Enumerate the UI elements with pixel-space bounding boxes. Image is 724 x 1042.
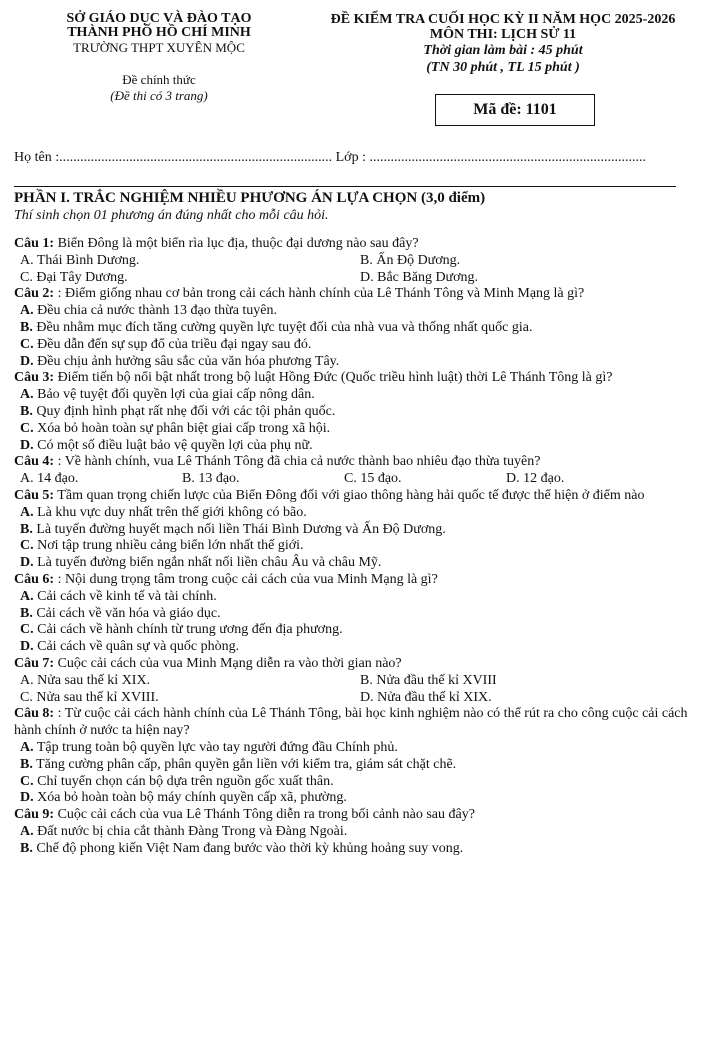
option-text: Đều dẫn đến sự sụp đổ của triều đại ngay sau đó. [33,336,312,352]
option-text: Cải cách về quân sự và quốc phòng. [33,639,240,655]
option-text: Đại Tây Dương. [32,269,128,285]
option-letter: C. [20,622,34,638]
option-text: Ấn Độ Dương. [372,252,461,268]
option-letter: B. [20,756,33,772]
option-letter: A. [20,387,34,403]
exam-time: Thời gian làm bài : 45 phút [423,43,583,58]
option-letter: B. [360,672,373,688]
options-row [14,471,714,488]
options-row [14,253,714,270]
option-a[interactable] [14,387,714,404]
option-text: Tập trung toàn bộ quyền lực vào tay người đứng đầu Chính phủ. [33,739,398,755]
options-row [14,673,714,690]
option-letter: D. [20,555,34,571]
option-text: Là khu vực duy nhất trên thế giới không có bão. [33,504,307,520]
option-letter: A. [20,303,34,319]
option-a[interactable] [20,673,360,690]
page-count-note: (Đề thi có 3 trang) [110,88,208,103]
question-7 [14,656,714,673]
option-text: Bảo vệ tuyệt đối quyền lợi của giai cấp nông dân. [33,387,315,403]
section-divider [14,186,676,187]
question-number: Câu 2: [14,286,55,302]
option-text: Nửa đầu thế kỉ XIX. [373,689,492,705]
option-text: Chế độ phong kiến Việt Nam đang bước vào thời kỳ khủng hoảng suy vong. [32,840,464,856]
option-c[interactable] [14,421,714,438]
name-field[interactable]: .............................................................................. [59,150,333,165]
option-b[interactable] [14,841,714,858]
question-number: Câu 9: [14,807,55,823]
option-text: Chỉ tuyển chọn cán bộ dựa trên nguồn gốc xuất thân. [33,773,334,789]
option-letter: A. [20,252,34,268]
department-line-2: THÀNH PHỐ HỒ CHÍ MINH [67,25,251,40]
option-c[interactable] [14,622,714,639]
section-header [14,190,714,224]
question-9 [14,807,714,824]
option-text: 12 đạo. [519,471,565,487]
question-5 [14,488,714,505]
option-text: Là tuyến đường biển ngắn nhất nối liền châu Âu và châu Mỹ. [33,555,382,571]
option-text: Là tuyến đường huyết mạch nối liền Thái Bình Dương và Ấn Độ Dương. [32,521,446,537]
option-c[interactable] [14,337,714,354]
option-a[interactable] [14,824,714,841]
option-letter: C. [20,689,33,705]
option-d[interactable] [506,471,668,488]
class-field[interactable]: ............................................................................... [369,150,646,165]
question-text: : Điểm giống nhau cơ bản trong cải cách hành chính của Lê Thánh Tông và Minh Mạng là gì? [54,286,585,302]
exam-time-split: (TN 30 phút , TL 15 phút ) [426,60,580,75]
option-letter: D. [20,639,34,655]
option-letter: A. [20,471,34,487]
question-6 [14,572,714,589]
options-row [14,690,714,707]
exam-title: ĐỀ KIỂM TRA CUỐI HỌC KỲ II NĂM HỌC 2025-2026 [330,12,676,27]
question-text: : Từ cuộc cải cách hành chính của Lê Thánh Tông, bài học kinh nghiệm nào có thể rút ra cho công cuộc cải cách hành chính ở nước ta hiện nay? [14,706,688,739]
question-list [14,236,714,857]
option-text: Có một số điều luật bảo vệ quyền lợi của phụ nữ. [33,437,313,453]
question-number: Câu 4: [14,454,55,470]
option-letter: C. [20,773,34,789]
option-letter: B. [360,252,373,268]
option-b[interactable] [14,606,714,623]
option-text: Thái Bình Dương. [33,252,140,268]
option-letter: B. [20,403,33,419]
question-number: Câu 5: [14,487,55,503]
option-text: 14 đạo. [33,471,79,487]
class-label: Lớp : [335,150,366,165]
option-text: Bắc Băng Dương. [373,269,479,285]
option-a[interactable] [14,303,714,320]
option-letter: D. [20,437,34,453]
option-text: Cải cách về văn hóa và giáo dục. [32,605,221,621]
option-a[interactable] [14,589,714,606]
option-a[interactable] [14,505,714,522]
name-label: Họ tên : [14,150,60,165]
option-d[interactable] [14,555,714,572]
header-right [298,12,708,76]
department-line-1: SỞ GIÁO DỤC VÀ ĐÀO TẠO [66,11,252,26]
option-a[interactable] [14,740,714,757]
question-number: Câu 1: [14,236,55,251]
option-text: Đều chia cả nước thành 13 đạo thừa tuyên. [33,303,278,319]
option-c[interactable] [14,538,714,555]
option-text: Xóa bỏ hoàn toàn bộ máy chính quyền cấp xã, phường. [33,790,347,806]
option-text: Tăng cường phân cấp, phân quyền gắn liền với kiểm tra, giám sát chặt chẽ. [32,756,457,772]
question-text: Cuộc cải cách của vua Lê Thánh Tông diễn ra trong bối cảnh nào sau đây? [54,807,475,823]
option-a[interactable] [20,253,360,270]
option-b[interactable] [14,522,714,539]
option-letter: A. [20,672,34,688]
option-text: Cải cách về kinh tế và tài chính. [33,588,217,604]
option-text: Xóa bỏ hoàn toàn sự phân biệt giai cấp trong xã hội. [33,420,331,436]
question-text: : Nội dung trọng tâm trong cuộc cải cách của vua Minh Mạng là gì? [54,571,438,587]
option-letter: A. [20,739,34,755]
question-number: Câu 7: [14,655,55,671]
header-left [26,12,292,103]
question-1 [14,236,714,253]
option-letter: B. [20,521,33,537]
option-b[interactable] [14,320,714,337]
exam-code-box: Mã đề: 1101 [435,94,595,126]
option-b[interactable] [14,757,714,774]
option-text: Đều nhằm mục đích tăng cường quyền lực tuyệt đối của nhà vua và thống nhất quốc gia. [32,319,533,335]
option-text: Cải cách về hành chính từ trung ương đến địa phương. [33,622,343,638]
option-text: Nơi tập trung nhiều cảng biển lớn nhất thế giới. [33,538,304,554]
question-4 [14,454,714,471]
option-b[interactable] [182,471,344,488]
option-letter: D. [506,471,520,487]
option-letter: D. [360,689,374,705]
option-a[interactable] [20,471,182,488]
school-name: TRƯỜNG THPT XUYÊN MỘC [73,40,245,55]
section-instruction: Thí sinh chọn 01 phương án đúng nhất cho mỗi câu hỏi. [14,208,329,223]
option-letter: C. [20,538,34,554]
option-text: Đều chịu ảnh hưởng sâu sắc của văn hóa phương Tây. [33,353,340,369]
question-text: Cuộc cải cách của vua Minh Mạng diễn ra vào thời gian nào? [54,655,402,671]
option-letter: B. [182,471,195,487]
question-2 [14,286,714,303]
option-d[interactable] [14,438,714,455]
question-3 [14,370,714,387]
option-letter: D. [20,353,34,369]
official-label: Đề chính thức [122,72,196,87]
option-letter: C. [20,269,33,285]
option-d[interactable] [14,790,714,807]
question-number: Câu 6: [14,571,55,587]
question-text: Tầm quan trọng chiến lược của Biển Đông đối với giao thông hàng hải quốc tế được thể hiện ở điểm nào [54,487,645,503]
option-b[interactable] [360,253,460,270]
question-text: Điểm tiến bộ nổi bật nhất trong bộ luật Hồng Đức (Quốc triều hình luật) thời Lê Thánh Tông là gì? [54,370,613,386]
option-letter: A. [20,588,34,604]
option-letter: B. [20,840,33,856]
question-number: Câu 8: [14,706,55,722]
option-c[interactable] [14,774,714,791]
option-d[interactable] [360,690,492,707]
option-c[interactable] [20,270,360,287]
option-letter: A. [20,504,34,520]
option-text: 13 đạo. [194,471,240,487]
option-letter: B. [20,605,33,621]
student-info-line [14,150,646,166]
subject-title: MÔN THI: LỊCH SỬ 11 [429,27,577,42]
option-text: Đất nước bị chia cắt thành Đàng Trong và Đàng Ngoài. [33,823,348,839]
option-letter: D. [20,790,34,806]
option-d[interactable] [14,639,714,656]
section-title: PHẦN I. TRẮC NGHIỆM NHIỀU PHƯƠNG ÁN LỰA CHỌN (3,0 điểm) [14,190,486,206]
option-d[interactable] [14,354,714,371]
option-text: Nửa sau thế kỉ XIX. [33,672,151,688]
option-letter: B. [20,319,33,335]
question-8 [14,706,714,740]
option-b[interactable] [360,673,497,690]
option-letter: A. [20,823,34,839]
option-letter: C. [344,471,357,487]
option-letter: C. [20,336,34,352]
question-number: Câu 3: [14,370,55,386]
option-c[interactable] [344,471,506,488]
option-text: Quy định hình phạt rất nhẹ đối với các tội phản quốc. [32,403,336,419]
question-text: : Về hành chính, vua Lê Thánh Tông đã chia cả nước thành bao nhiêu đạo thừa tuyên? [54,454,541,470]
option-text: Nửa đầu thế kỉ XVIII [372,672,497,688]
option-b[interactable] [14,404,714,421]
question-text: Biển Đông là một biển rìa lục địa, thuộc đại dương nào sau đây? [54,236,419,251]
option-letter: C. [20,420,34,436]
option-text: Nửa sau thế kỉ XVIII. [32,689,159,705]
option-letter: D. [360,269,374,285]
option-text: 15 đạo. [356,471,402,487]
option-c[interactable] [20,690,360,707]
options-row [14,270,714,287]
option-d[interactable] [360,270,478,287]
